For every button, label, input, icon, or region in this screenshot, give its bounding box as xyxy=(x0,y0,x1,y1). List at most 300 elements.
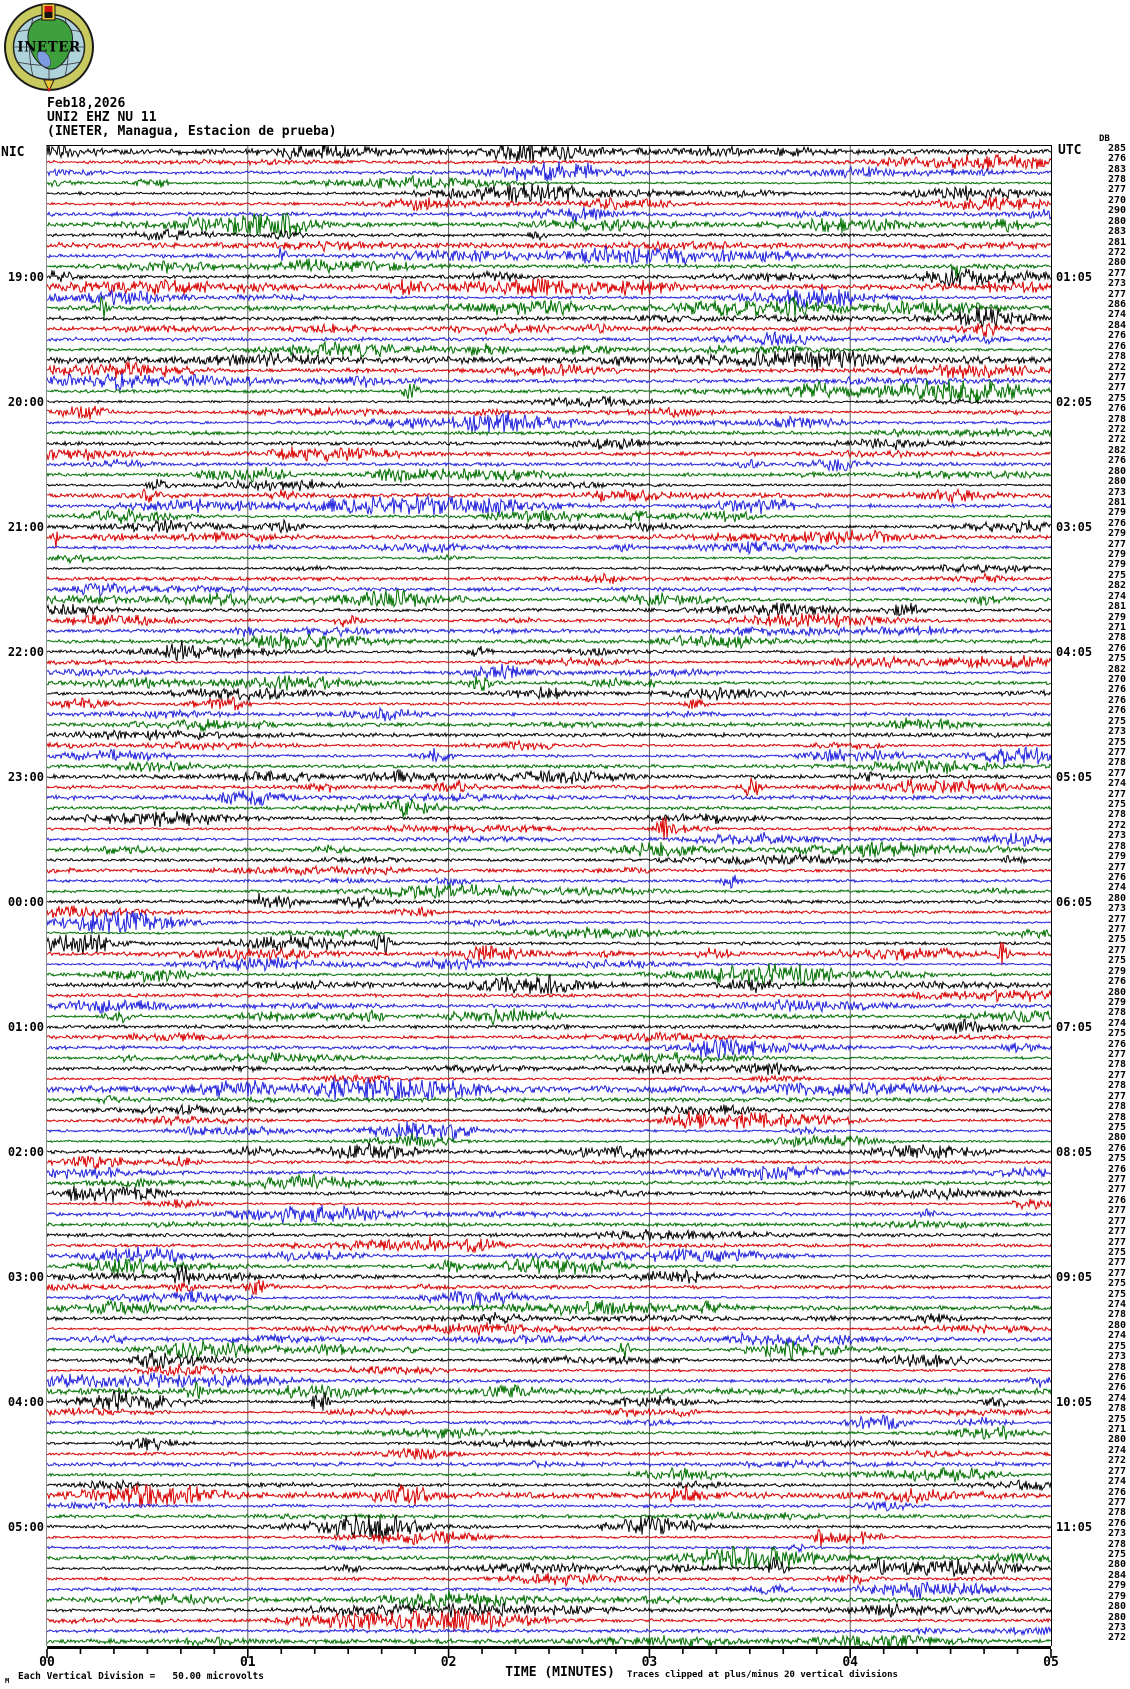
bias-value: 276 xyxy=(1107,1486,1126,1498)
trace-row xyxy=(47,467,1051,483)
trace-row xyxy=(47,258,1051,277)
bias-value: 279 xyxy=(1107,559,1126,571)
bias-value: 290 xyxy=(1107,205,1126,217)
trace-row xyxy=(47,1121,1051,1140)
bias-value: 280 xyxy=(1107,215,1126,227)
bias-value: 275 xyxy=(1107,1340,1126,1352)
header-station: UNI2 EHZ NU 11 xyxy=(47,110,157,125)
bias-value: 271 xyxy=(1107,621,1126,633)
bias-value: 275 xyxy=(1107,1413,1126,1425)
bias-value: 275 xyxy=(1107,1278,1126,1290)
left-time-label: 02:00 xyxy=(7,1144,44,1159)
bias-value: 277 xyxy=(1107,1257,1126,1269)
bias-value: 270 xyxy=(1107,194,1126,206)
trace-row xyxy=(47,1460,1051,1467)
bias-value: 276 xyxy=(1107,976,1126,988)
trace-row xyxy=(47,893,1051,908)
bias-value: 278 xyxy=(1107,174,1126,185)
trace-row xyxy=(47,241,1051,252)
bias-value: 278 xyxy=(1107,1080,1126,1092)
ineter-logo xyxy=(3,1,95,93)
trace-row xyxy=(47,1408,1051,1417)
bias-value: 280 xyxy=(1107,1434,1126,1446)
bias-value: 274 xyxy=(1107,882,1126,894)
bias-value: 280 xyxy=(1107,476,1126,488)
trace-row xyxy=(47,866,1051,875)
bias-value: 273 xyxy=(1107,1621,1126,1633)
bias-value: 276 xyxy=(1107,330,1126,342)
utc-time-label: 11:05 xyxy=(1056,1519,1093,1534)
axis-tick-label: 04 xyxy=(842,1655,859,1670)
bias-value: 279 xyxy=(1107,1580,1126,1592)
bias-value: 278 xyxy=(1107,1111,1126,1123)
trace-row xyxy=(47,1111,1051,1129)
bias-value: 280 xyxy=(1107,257,1126,269)
trace-row xyxy=(47,1290,1051,1306)
seismogram-traces xyxy=(47,146,1051,1646)
trace-row xyxy=(47,349,1051,371)
bias-value: 272 xyxy=(1107,1632,1126,1644)
bias-value: 275 xyxy=(1107,799,1126,810)
trace-row xyxy=(47,362,1051,379)
bias-value: 275 xyxy=(1107,653,1126,665)
left-time-label: 04:00 xyxy=(7,1394,44,1409)
trace-row xyxy=(47,342,1051,357)
bias-value: 277 xyxy=(1107,944,1126,956)
bias-value: 275 xyxy=(1107,1121,1126,1133)
trace-row xyxy=(47,541,1051,553)
bias-value: 277 xyxy=(1107,1496,1126,1508)
utc-time-label: 09:05 xyxy=(1056,1269,1093,1284)
trace-row xyxy=(47,770,1051,785)
bias-value: 275 xyxy=(1107,736,1126,748)
footer-marker: M xyxy=(5,1677,10,1685)
trace-row xyxy=(47,1219,1051,1228)
trace-row xyxy=(47,1529,1051,1547)
bias-value: 270 xyxy=(1107,674,1126,685)
left-time-label: 03:00 xyxy=(7,1269,44,1284)
trace-row xyxy=(47,479,1051,491)
bias-value: 276 xyxy=(1107,705,1126,717)
trace-row xyxy=(47,708,1051,721)
bias-value: 277 xyxy=(1107,382,1126,394)
trace-row xyxy=(47,1627,1051,1635)
trace-row xyxy=(47,741,1051,750)
bias-value: 277 xyxy=(1107,267,1126,279)
trace-row xyxy=(47,1544,1051,1552)
trace-row xyxy=(47,307,1051,328)
bias-value: 278 xyxy=(1107,1309,1126,1321)
bias-value: 276 xyxy=(1107,871,1126,883)
trace-row xyxy=(47,1020,1051,1034)
bias-value: 274 xyxy=(1107,590,1126,602)
bias-value: 272 xyxy=(1107,1455,1126,1467)
bias-value: 276 xyxy=(1107,1038,1126,1050)
trace-row xyxy=(47,632,1051,651)
trace-row xyxy=(47,1590,1051,1609)
bias-value: 274 xyxy=(1107,1330,1126,1342)
trace-row xyxy=(47,1156,1051,1169)
bias-value: 274 xyxy=(1107,778,1126,790)
bias-value: 272 xyxy=(1107,434,1126,446)
bias-value: 277 xyxy=(1107,913,1126,925)
bias-value: 279 xyxy=(1107,549,1126,560)
left-time-label: 01:00 xyxy=(7,1019,44,1034)
bias-value: 275 xyxy=(1107,1153,1126,1165)
bias-value: 274 xyxy=(1107,309,1126,321)
bias-value: 283 xyxy=(1107,226,1126,238)
trace-row xyxy=(47,875,1051,888)
trace-row xyxy=(47,161,1051,181)
trace-row xyxy=(47,718,1051,732)
trace-row xyxy=(47,1635,1051,1646)
bias-value: 274 xyxy=(1107,1476,1126,1488)
trace-row xyxy=(47,626,1051,637)
bias-value: 277 xyxy=(1107,746,1126,758)
trace-row xyxy=(47,1350,1051,1370)
trace-row xyxy=(47,428,1051,437)
trace-row xyxy=(47,1312,1051,1324)
trace-row xyxy=(47,790,1051,805)
bias-value: 277 xyxy=(1107,767,1126,779)
bias-value: 277 xyxy=(1107,538,1126,550)
trace-row xyxy=(47,297,1051,319)
bias-value: 277 xyxy=(1107,1465,1126,1477)
bias-value: 277 xyxy=(1107,288,1126,300)
left-time-label: 22:00 xyxy=(7,644,44,659)
bias-value: 276 xyxy=(1107,455,1126,467)
trace-row xyxy=(47,990,1051,1002)
bias-value: 279 xyxy=(1107,507,1126,519)
bias-value: 279 xyxy=(1107,851,1126,863)
bias-value: 275 xyxy=(1107,392,1126,404)
utc-time-label: 03:05 xyxy=(1056,519,1093,534)
trace-row xyxy=(47,729,1051,740)
bias-value: 276 xyxy=(1107,1194,1126,1206)
trace-row xyxy=(47,1008,1051,1025)
bias-value: 279 xyxy=(1107,1590,1126,1602)
bias-value: 271 xyxy=(1107,1424,1126,1435)
trace-row xyxy=(47,1246,1051,1262)
trace-row xyxy=(47,1438,1051,1451)
bias-value: 277 xyxy=(1107,1174,1126,1185)
bias-value: 277 xyxy=(1107,1184,1126,1196)
bias-value: 273 xyxy=(1107,830,1126,842)
trace-row xyxy=(47,884,1051,899)
bias-value: 277 xyxy=(1107,1205,1126,1217)
trace-row xyxy=(47,999,1051,1013)
trace-row xyxy=(47,574,1051,584)
trace-row xyxy=(47,555,1051,563)
bias-value: 272 xyxy=(1107,246,1126,258)
bias-value: 277 xyxy=(1107,184,1126,196)
trace-row xyxy=(47,1095,1051,1103)
bias-value: 278 xyxy=(1107,413,1126,425)
trace-row xyxy=(47,798,1051,817)
utc-time-label: 04:05 xyxy=(1056,644,1093,659)
utc-time-label: 05:05 xyxy=(1056,769,1093,784)
bias-value: 272 xyxy=(1107,361,1126,373)
utc-time-label: 10:05 xyxy=(1056,1394,1093,1409)
trace-row xyxy=(47,975,1051,995)
bias-value: 274 xyxy=(1107,1017,1126,1029)
axis-tick-label: 02 xyxy=(440,1655,457,1670)
bias-value: 277 xyxy=(1107,788,1126,800)
bias-value: 278 xyxy=(1107,809,1126,821)
header-source: (INETER, Managua, Estacion de prueba) xyxy=(47,124,337,139)
bias-value: 273 xyxy=(1107,1351,1126,1363)
trace-row xyxy=(47,817,1051,840)
x-axis-title: TIME (MINUTES) xyxy=(505,1665,615,1680)
bias-value: 280 xyxy=(1107,986,1126,998)
bias-value: 282 xyxy=(1107,580,1126,592)
bias-value: 277 xyxy=(1107,1226,1126,1238)
bias-value: 275 xyxy=(1107,715,1126,727)
bias-value: 280 xyxy=(1107,892,1126,904)
trace-row xyxy=(47,957,1051,971)
trace-row xyxy=(47,564,1051,572)
bias-value: 276 xyxy=(1107,1371,1126,1383)
bias-value: 277 xyxy=(1107,1236,1126,1248)
bias-value: 273 xyxy=(1107,1528,1126,1540)
trace-row xyxy=(47,1144,1051,1159)
trace-row xyxy=(47,1039,1051,1059)
left-time-label: 05:00 xyxy=(7,1519,44,1534)
bias-value: 286 xyxy=(1107,299,1126,310)
trace-row xyxy=(47,811,1051,827)
bias-value: 278 xyxy=(1107,1403,1126,1415)
bias-value: 280 xyxy=(1107,1132,1126,1144)
utc-time-label: 01:05 xyxy=(1056,269,1093,284)
bias-value: 276 xyxy=(1107,403,1126,415)
bias-value: 275 xyxy=(1107,1288,1126,1300)
trace-row xyxy=(47,854,1051,865)
trace-row xyxy=(47,1340,1051,1360)
trace-row xyxy=(47,323,1051,337)
trace-row xyxy=(47,1573,1051,1586)
bias-value: 276 xyxy=(1107,642,1126,654)
trace-row xyxy=(47,183,1051,203)
bias-value: 273 xyxy=(1107,486,1126,498)
trace-row xyxy=(47,1063,1051,1075)
bias-value: 273 xyxy=(1107,726,1126,738)
logo-text: INETER xyxy=(17,39,81,56)
trace-row xyxy=(47,1415,1051,1429)
trace-row xyxy=(47,519,1051,533)
left-time-label: 23:00 xyxy=(7,769,44,784)
bias-value: 277 xyxy=(1107,1069,1126,1081)
trace-row xyxy=(47,613,1051,627)
left-time-label: 21:00 xyxy=(7,519,44,534)
bias-value: 278 xyxy=(1107,1059,1126,1071)
trace-row xyxy=(47,590,1051,607)
bias-value: 276 xyxy=(1107,153,1126,165)
bias-value: 279 xyxy=(1107,996,1126,1008)
header-date: Feb18,2026 xyxy=(47,96,126,111)
trace-row xyxy=(47,287,1051,307)
trace-row xyxy=(47,213,1051,236)
bias-value: 276 xyxy=(1107,1163,1126,1175)
trace-row xyxy=(47,664,1051,680)
bias-value: 284 xyxy=(1107,319,1126,331)
bias-value: 278 xyxy=(1107,1538,1126,1550)
bias-value: 282 xyxy=(1107,663,1126,675)
trace-row xyxy=(47,906,1051,918)
bias-value: 276 xyxy=(1107,694,1126,706)
bias-value: 277 xyxy=(1107,1090,1126,1102)
utc-time-label: 02:05 xyxy=(1056,394,1093,409)
trace-row xyxy=(47,496,1051,515)
bias-value: 280 xyxy=(1107,1611,1126,1623)
trace-row xyxy=(47,1229,1051,1240)
trace-row xyxy=(47,927,1051,940)
bias-value: 275 xyxy=(1107,569,1126,581)
trace-row xyxy=(47,1557,1051,1577)
bias-value: 281 xyxy=(1107,601,1126,613)
bias-value: 283 xyxy=(1107,163,1126,175)
bias-value: 276 xyxy=(1107,1382,1126,1394)
trace-row xyxy=(47,246,1051,265)
utc-time-label: 06:05 xyxy=(1056,894,1093,909)
bias-value: 278 xyxy=(1107,1007,1126,1019)
bias-value: 277 xyxy=(1107,1267,1126,1279)
trace-row xyxy=(47,380,1051,403)
bias-value: 281 xyxy=(1107,236,1126,248)
trace-row xyxy=(47,1468,1051,1483)
bias-value: 279 xyxy=(1107,965,1126,977)
trace-row xyxy=(47,942,1051,965)
trace-row xyxy=(47,530,1051,549)
trace-row xyxy=(47,447,1051,462)
trace-row xyxy=(47,154,1051,170)
trace-row xyxy=(47,1105,1051,1116)
bias-value: 274 xyxy=(1107,1299,1126,1310)
bias-value: 275 xyxy=(1107,955,1126,967)
trace-row xyxy=(47,459,1051,471)
trace-row xyxy=(47,489,1051,503)
bias-value: 276 xyxy=(1107,1517,1126,1529)
bias-value: 279 xyxy=(1107,528,1126,540)
trace-row xyxy=(47,229,1051,240)
trace-row xyxy=(47,146,1051,163)
axis-tick-label: 01 xyxy=(239,1655,256,1670)
trace-row xyxy=(47,1166,1051,1180)
trace-row xyxy=(47,411,1051,433)
trace-row xyxy=(47,1236,1051,1253)
bias-value: 277 xyxy=(1107,1215,1126,1227)
bias-value: 278 xyxy=(1107,840,1126,852)
axis-tick-label: 03 xyxy=(641,1655,658,1670)
bias-value: 278 xyxy=(1107,1361,1126,1373)
time-axis xyxy=(0,1646,1130,1664)
trace-row xyxy=(47,396,1051,407)
trace-row xyxy=(47,1515,1051,1538)
left-time-label: 19:00 xyxy=(7,269,44,284)
bias-value: 277 xyxy=(1107,924,1126,935)
bias-value: 275 xyxy=(1107,1028,1126,1040)
trace-row xyxy=(47,406,1051,420)
bias-value: 272 xyxy=(1107,424,1126,435)
bias-value: 278 xyxy=(1107,757,1126,769)
logo-flag-red xyxy=(45,6,53,12)
bias-value: 273 xyxy=(1107,278,1126,290)
bias-value: 275 xyxy=(1107,934,1126,946)
trace-row xyxy=(47,1205,1051,1223)
bias-value: 285 xyxy=(1107,142,1126,154)
trace-row xyxy=(47,1582,1051,1600)
bias-value: 277 xyxy=(1107,861,1126,873)
bias-value: 280 xyxy=(1107,1559,1126,1571)
trace-row xyxy=(47,1502,1051,1511)
left-time-label: 00:00 xyxy=(7,894,44,909)
bias-value: 276 xyxy=(1107,684,1126,696)
bias-value: 278 xyxy=(1107,1507,1126,1519)
bias-value: 277 xyxy=(1107,1049,1126,1060)
trace-row xyxy=(47,1448,1051,1459)
trace-row xyxy=(47,1322,1051,1335)
bias-value: 275 xyxy=(1107,1549,1126,1560)
bias-value: 280 xyxy=(1107,465,1126,477)
bias-value: 279 xyxy=(1107,611,1126,623)
bias-value: 276 xyxy=(1107,517,1126,529)
bias-value: 280 xyxy=(1107,1319,1126,1331)
trace-row xyxy=(47,911,1051,934)
bias-value: 281 xyxy=(1107,496,1126,508)
trace-row xyxy=(47,1333,1051,1347)
trace-row xyxy=(47,655,1051,668)
trace-row xyxy=(47,1134,1051,1147)
trace-row xyxy=(47,1426,1051,1440)
bias-value: 275 xyxy=(1107,1246,1126,1258)
plot-frame xyxy=(46,145,1052,1646)
trace-row xyxy=(47,1174,1051,1189)
bias-value: 273 xyxy=(1107,903,1126,915)
trace-row xyxy=(47,1199,1051,1209)
trace-row xyxy=(47,687,1051,701)
trace-row xyxy=(47,1512,1051,1520)
trace-row xyxy=(47,1484,1051,1507)
trace-row xyxy=(47,278,1051,297)
left-timezone-header: NIC xyxy=(1,145,25,160)
logo-plumb-tip xyxy=(47,88,50,91)
bias-value: 277 xyxy=(1107,371,1126,383)
trace-row xyxy=(47,1075,1051,1084)
trace-row xyxy=(47,842,1051,858)
utc-time-label: 07:05 xyxy=(1056,1019,1093,1034)
trace-row xyxy=(47,583,1051,596)
trace-row xyxy=(47,1364,1051,1376)
trace-row xyxy=(47,331,1051,345)
trace-row xyxy=(47,438,1051,450)
trace-row xyxy=(47,1052,1051,1063)
trace-row xyxy=(47,1300,1051,1315)
axis-tick-label: 00 xyxy=(39,1655,55,1670)
trace-row xyxy=(47,1032,1051,1042)
footer-scale-note: Each Vertical Division = 50.00 microvolts xyxy=(18,1671,264,1682)
trace-row xyxy=(47,1078,1051,1101)
bias-value: 276 xyxy=(1107,1142,1126,1154)
trace-row xyxy=(47,778,1051,796)
trace-row xyxy=(47,603,1051,618)
axis-tick-label: 05 xyxy=(1043,1655,1059,1670)
footer-clip-note: Traces clipped at plus/minus 20 vertical divisions xyxy=(627,1670,898,1680)
bias-value: 282 xyxy=(1107,444,1126,456)
left-time-label: 20:00 xyxy=(7,394,44,409)
trace-row xyxy=(47,1603,1051,1617)
bias-value: 278 xyxy=(1107,632,1126,644)
trace-row xyxy=(47,1382,1051,1399)
bias-column-header: DB xyxy=(1099,134,1110,144)
